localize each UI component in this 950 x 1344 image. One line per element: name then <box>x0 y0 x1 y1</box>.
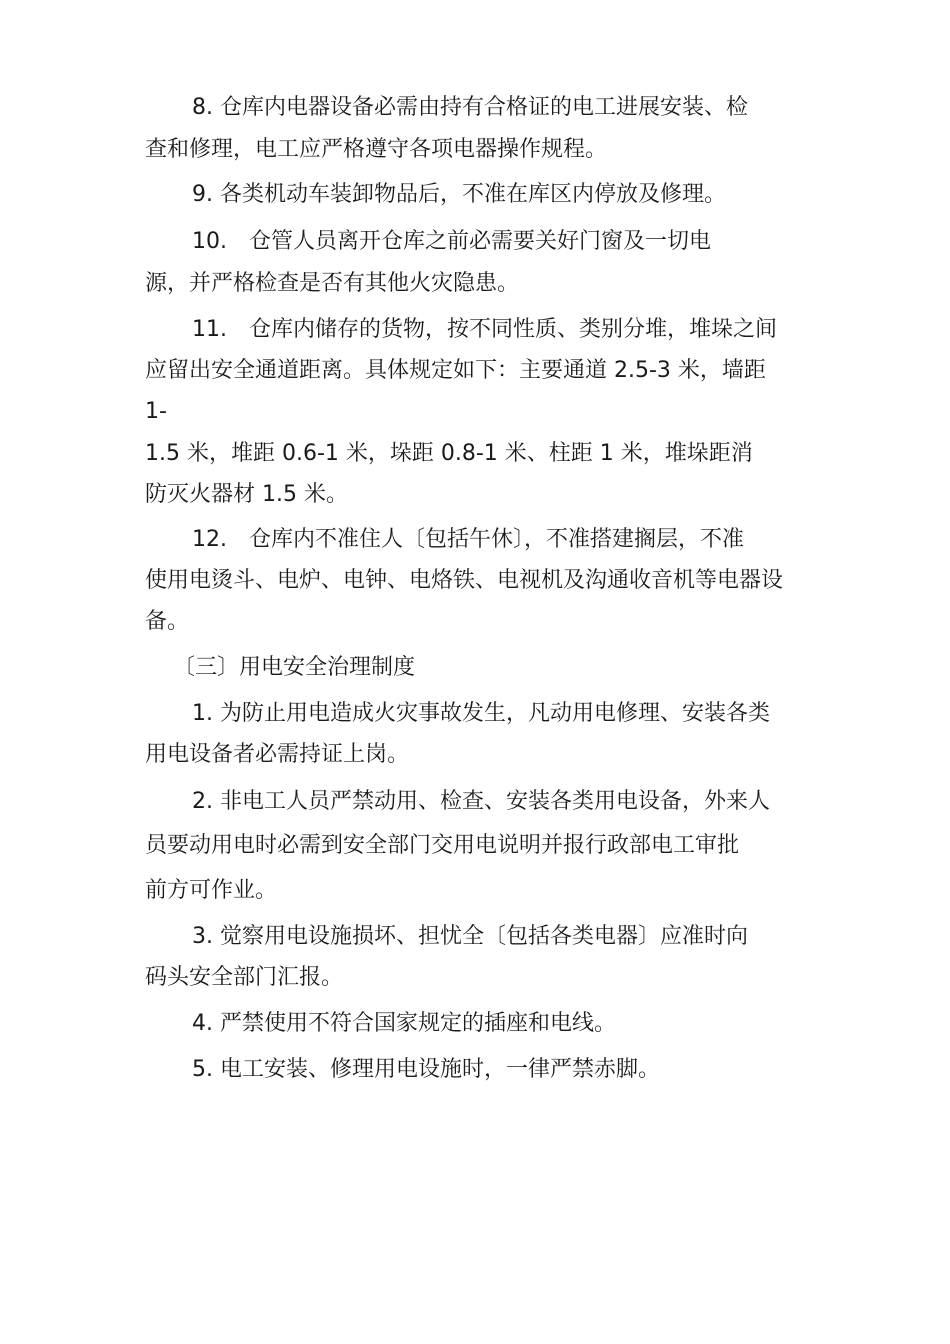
text-line: 12. 仓库内不准住人〔包括午休〕，不准搭建搁层，不准 <box>192 527 744 552</box>
text-line: 查和修理，电工应严格遵守各项电器操作规程。 <box>145 137 608 162</box>
text-line: 应留出安全通道距离。具体规定如下：主要通道 2.5-3 米，墙距 <box>145 358 766 383</box>
text-line: 源，并严格检查是否有其他火灾隐患。 <box>145 271 520 296</box>
text-line: 1- <box>145 399 167 424</box>
text-line: 3. 觉察用电设施损坏、担忧全〔包括各类电器〕应准时向 <box>192 924 748 949</box>
text-line: 1.5 米，堆距 0.6-1 米，垛距 0.8-1 米、柱距 1 米，堆垛距消 <box>145 441 753 466</box>
text-line: 5. 电工安装、修理用电设施时，一律严禁赤脚。 <box>192 1057 660 1082</box>
text-line: 11. 仓库内储存的货物，按不同性质、类别分堆，堆垛之间 <box>192 317 777 342</box>
text-line: 8. 仓库内电器设备必需由持有合格证的电工进展安装、检 <box>192 95 748 120</box>
text-line: 用电设备者必需持证上岗。 <box>145 742 410 767</box>
text-line: 前方可作业。 <box>145 878 278 903</box>
text-line: 员要动用电时必需到安全部门交用电说明并报行政部电工审批 <box>145 833 740 858</box>
text-line: 使用电烫斗、电炉、电钟、电烙铁、电视机及沟通收音机等电器设 <box>145 568 784 593</box>
text-line: 码头安全部门汇报。 <box>145 965 344 990</box>
text-line: 2. 非电工人员严禁动用、检查、安装各类用电设备，外来人 <box>192 789 770 814</box>
text-line: 防灭火器材 1.5 米。 <box>145 482 348 507</box>
text-line: 9. 各类机动车装卸物品后，不准在库区内停放及修理。 <box>192 182 726 207</box>
text-line: 4. 严禁使用不符合国家规定的插座和电线。 <box>192 1011 616 1036</box>
text-line: 10. 仓管人员离开仓库之前必需要关好门窗及一切电 <box>192 229 711 254</box>
section-heading: 〔三〕用电安全治理制度 <box>173 655 416 680</box>
text-line: 1. 为防止用电造成火灾事故发生，凡动用电修理、安装各类 <box>192 701 770 726</box>
text-line: 备。 <box>145 609 190 634</box>
